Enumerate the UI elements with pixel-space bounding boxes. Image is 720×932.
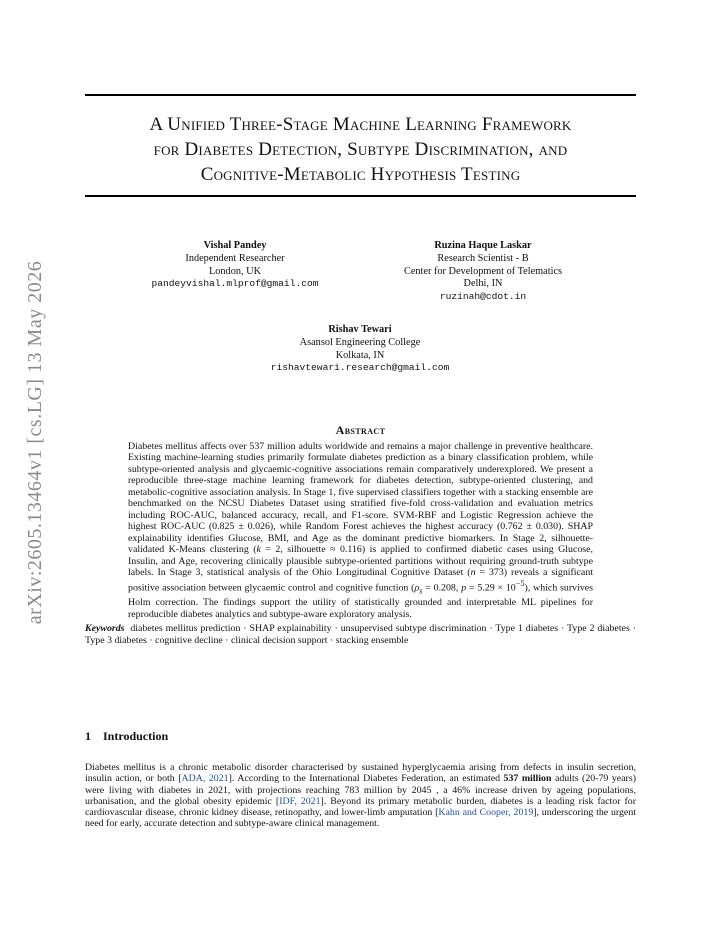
intro-paragraph: Diabetes mellitus is a chronic metabolic disorder characterised by sustained hyperglycaemia arising from defects in insulin secretion, insulin action, or both [ADA, 2021]. According to the International Diabetes Federation, an estimated 537 million adults (20-79 years) were living with diabetes in 2021, with projections reaching 783 million by 2045 , a 46% increase driven by ageing populations, urbanisation, and the global obesity epidemic [IDF, 2021]. Beyond its primary metabolic burden, diabetes is a leading risk factor for cardiovascular disease, chronic kidney disease, retinopathy, and lower-limb amputation [Kahn and Cooper, 2019], underscoring the urgent need for early, accurate detection and subtype-aware clinical management. — [85, 762, 637, 830]
arxiv-stamp — [18, 232, 54, 652]
citation-link[interactable]: ADA, 2021 — [181, 773, 229, 785]
keywords — [85, 623, 636, 648]
author-block-2 — [373, 240, 593, 304]
author-location: Kolkata, IN — [335, 349, 385, 361]
author-name: Vishal Pandey — [203, 240, 267, 251]
abstract-heading: Abstract — [335, 423, 386, 437]
citation-link[interactable]: IDF, 2021 — [279, 795, 321, 807]
author-block-1 — [135, 240, 335, 291]
author-affiliation: Center for Development of Telematics — [403, 265, 563, 277]
author-affiliation: Independent Researcher — [185, 252, 285, 264]
keywords-text: diabetes mellitus prediction · SHAP explainability · unsupervised subtype discrimination · Type 1 diabetes · Type 2 diabetes · Type 3 diabetes · cognitive decline · clinical decision support · stacking ensemble — [85, 623, 636, 647]
author-affiliation: Research Scientist - B — [437, 252, 529, 264]
paper-title — [85, 112, 636, 187]
citation-link[interactable]: Kahn and Cooper, 2019 — [438, 807, 534, 819]
abstract-paragraph: Diabetes mellitus affects over 537 million adults worldwide and remains a major challenge in preventive healthcare. Existing machine-learning studies primarily formulate diabetes prediction as a binary classification problem, while subtype-oriented analysis and glycaemic-cognitive associations remain comparatively underexplored. We present a reproducible three-stage machine learning framework for diabetes detection, subtype-oriented clustering, and metabolic-cognitive association analysis. In Stage 1, five supervised classifiers together with a stacking ensemble are benchmarked on the NCSU Diabetes Dataset using stratified five-fold cross-validation and evaluation metrics including ROC-AUC, balanced accuracy, recall, and F1-score. SVM-RBF and Logistic Regression achieve the highest ROC-AUC (0.825 ± 0.026), while Random Forest achieves the highest accuracy (0.762 ± 0.030). SHAP explainability identifies Glucose, BMI, and Age as the dominant predictive biomarkers. In Stage 2, silhouette-validated K-Means clustering (k = 2, silhouette ≈ 0.116) is applied to confirmed diabetic cases using Glucose, Insulin, and Age, recovering clinically plausible subtype-oriented partitions without requiring ground-truth subtype labels. In Stage 3, statistical analysis of the Ohio Longitudinal Cognitive Dataset (n = 373) reveals a significant positive association between glycaemic control and cognitive function ($\rho_s = 0.208$, $p = 5.29 \times 10^{-5}$), which survives Holm correction. The findings support the utility of statistically grounded and interpretable ML pipelines for reproducible diabetes analytics and subtype-aware exploratory analysis. — [128, 441, 593, 620]
author-affiliation: Asansol Engineering College — [299, 336, 421, 348]
author-name: Rishav Tewari — [328, 324, 392, 335]
title-line-3: Cognitive-Metabolic Hypothesis Testing — [200, 164, 521, 185]
abstract-body — [128, 441, 593, 620]
section-heading-introduction — [85, 729, 168, 744]
author-location: London, UK — [208, 265, 262, 277]
author-email[interactable]: pandeyvishal.mlprof@gmail.com — [151, 278, 319, 290]
author-email[interactable]: ruzinah@cdot.in — [439, 291, 527, 303]
author-email[interactable]: rishavtewari.research@gmail.com — [270, 362, 450, 374]
author-location: Delhi, IN — [463, 278, 503, 290]
author-name: Ruzina Haque Laskar — [434, 240, 532, 251]
section-title: Introduction — [103, 729, 169, 743]
arxiv-stamp-text: arXiv:2605.13464v1 [cs.LG] 13 May 2026 — [24, 260, 47, 624]
title-line-1: A Unified Three-Stage Machine Learning Framework — [149, 114, 572, 135]
introduction-body — [85, 762, 636, 830]
title-rule-top — [85, 94, 636, 96]
author-block-3 — [240, 324, 480, 375]
keywords-label: Keywords — [85, 623, 125, 634]
title-line-2: for Diabetes Detection, Subtype Discrimination, and — [153, 139, 568, 160]
section-number: 1 — [85, 729, 91, 743]
title-rule-bottom — [85, 195, 636, 197]
